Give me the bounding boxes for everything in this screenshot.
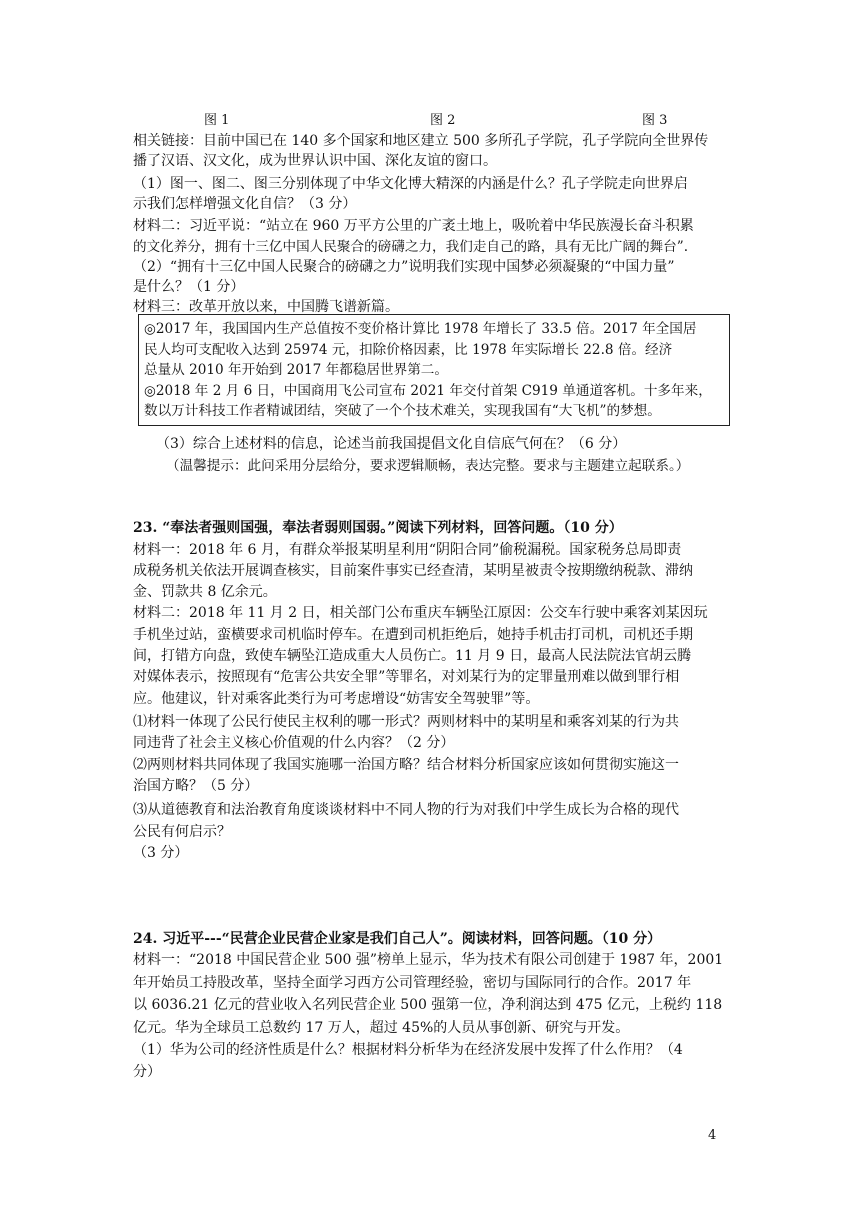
text-line: 成税务机关依法开展调查核实，目前案件事实已经查清，某明星被责令按期缴纳税款、滞纳 <box>133 563 693 579</box>
question-24-1: （1）华为公司的经济性质是什么？根据材料分析华为在经济发展中发挥了什么作用？（4 <box>133 1042 683 1058</box>
material-2: 材料二：习近平说：“站立在 960 万平方公里的广袤土地上，吸吮着中华民族漫长奋斗积累 <box>133 218 694 234</box>
question-22-3-tip: （温馨提示：此问采用分层给分，要求逻辑顺畅，表达完整。要求与主题建立起联系。） <box>166 458 690 474</box>
material-3-box <box>138 314 730 426</box>
text-line: 同违背了社会主义核心价值观的什么内容？（2 分） <box>133 735 455 751</box>
text-line: 播了汉语、汉文化，成为世界认识中国、深化友谊的窗口。 <box>133 153 497 169</box>
question-23-2: ⑵两则材料共同体现了我国实施哪一治国方略？结合材料分析国家应该如何贯彻实施这一 <box>133 757 679 773</box>
box-line: ◎2017 年，我国国内生产总值按不变价格计算比 1978 年增长了 33.5 倍。2017 年全国居 <box>144 321 697 337</box>
material-3: 材料三：改革开放以来，中国腾飞谱新篇。 <box>133 299 399 315</box>
text-line: 以 6036.21 亿元的营业收入名列民营企业 500 强第一位，净利润达到 475 亿元，上税约 118 <box>133 997 723 1013</box>
box-line: 民人均可支配收入达到 25974 元，扣除价格因素，比 1978 年实际增长 22.8 倍。经济 <box>144 342 673 358</box>
text-line: 相关链接：目前中国已在 140 多个国家和地区建立 500 多所孔子学院，孔子学院向全世界传 <box>133 133 709 149</box>
text-line: 对媒体表示，按照现有“危害公共安全罪”等罪名，对刘某行为的定罪量刑难以做到罪行相 <box>133 669 680 685</box>
text-line: 分） <box>133 1064 161 1080</box>
text-line: 应。他建议，针对乘客此类行为可考虑增设“妨害安全驾驶罪”等。 <box>133 691 540 707</box>
text-line: 材料一：“2018 中国民营企业 500 强”榜单上显示，华为技术有限公司创建于 1987 年，2001 <box>133 952 724 968</box>
text-line: 亿元。华为全球员工总数约 17 万人，超过 45%的人员从事创新、研究与开发。 <box>133 1020 630 1036</box>
figure-2-caption: 图 2 <box>430 113 456 128</box>
text-line: （3 分） <box>133 845 189 861</box>
text-line: 示我们怎样增强文化自信？（3 分） <box>133 196 357 212</box>
text-line: 是什么？（1 分） <box>133 279 245 295</box>
text-line: 材料一：2018 年 6 月，有群众举报某明星利用“阴阳合同”偷税漏税。国家税务总局即责 <box>133 542 682 558</box>
page-number: 4 <box>708 1128 717 1143</box>
box-line: ◎2018 年 2 月 6 日，中国商用飞公司宣布 2021 年交付首架 C919 单通道客机。十多年来， <box>144 383 712 399</box>
question-22-1: （1）图一、图二、图三分别体现了中华文化博大精深的内涵是什么？孔子学院走向世界启 <box>133 176 688 192</box>
figure-3-caption: 图 3 <box>642 113 668 128</box>
question-22-2: （2）“拥有十三亿中国人民聚合的磅礴之力”说明我们实现中国梦必须凝聚的“中国力量” <box>133 259 675 275</box>
text-line: 治国方略？（5 分） <box>133 778 259 794</box>
text-line: 的文化养分，拥有十三亿中国人民聚合的磅礴之力，我们走自己的路，具有无比广阔的舞台”. <box>133 239 689 255</box>
text-line: 材料二：2018 年 11 月 2 日，相关部门公布重庆车辆坠江原因：公交车行驶中乘客刘某因玩 <box>133 605 708 621</box>
text-line: 金、罚款共 8 亿余元。 <box>133 584 277 600</box>
text-line: 间，打错方向盘，致使车辆坠江造成重大人员伤亡。11 月 9 日，最高人民法院法官胡云腾 <box>133 648 692 664</box>
question-24-title: 24. 习近平---“民营企业民营企业家是我们自己人”。阅读材料，回答问题。（10 分） <box>133 931 662 947</box>
text-line: 公民有何启示？ <box>133 824 231 840</box>
text-line: 手机坐过站，蛮横要求司机临时停车。在遭到司机拒绝后，她持手机击打司机，司机还手期 <box>133 627 693 643</box>
question-23-3: ⑶从道德教育和法治教育角度谈谈材料中不同人物的行为对我们中学生成长为合格的现代 <box>133 802 679 818</box>
question-23-1: ⑴材料一体现了公民行使民主权利的哪一形式？两则材料中的某明星和乘客刘某的行为共 <box>133 714 679 730</box>
question-23-title: 23. “奉法者强则国强，奉法者弱则国弱。”阅读下列材料，回答问题。（10 分） <box>133 520 623 536</box>
box-line: 总量从 2010 年开始到 2017 年都稳居世界第二。 <box>144 362 448 378</box>
figure-1-caption: 图 1 <box>204 113 230 128</box>
question-22-3: （3）综合上述材料的信息，论述当前我国提倡文化自信底气何在？（6 分） <box>156 436 627 452</box>
text-line: 年开始员工持股改革，坚持全面学习西方公司管理经验，密切与国际同行的合作。2017 年 <box>133 975 692 991</box>
box-line: 数以万计科技工作者精诚团结，突破了一个个技术难关，实现我国有“大飞机”的梦想。 <box>144 403 661 419</box>
